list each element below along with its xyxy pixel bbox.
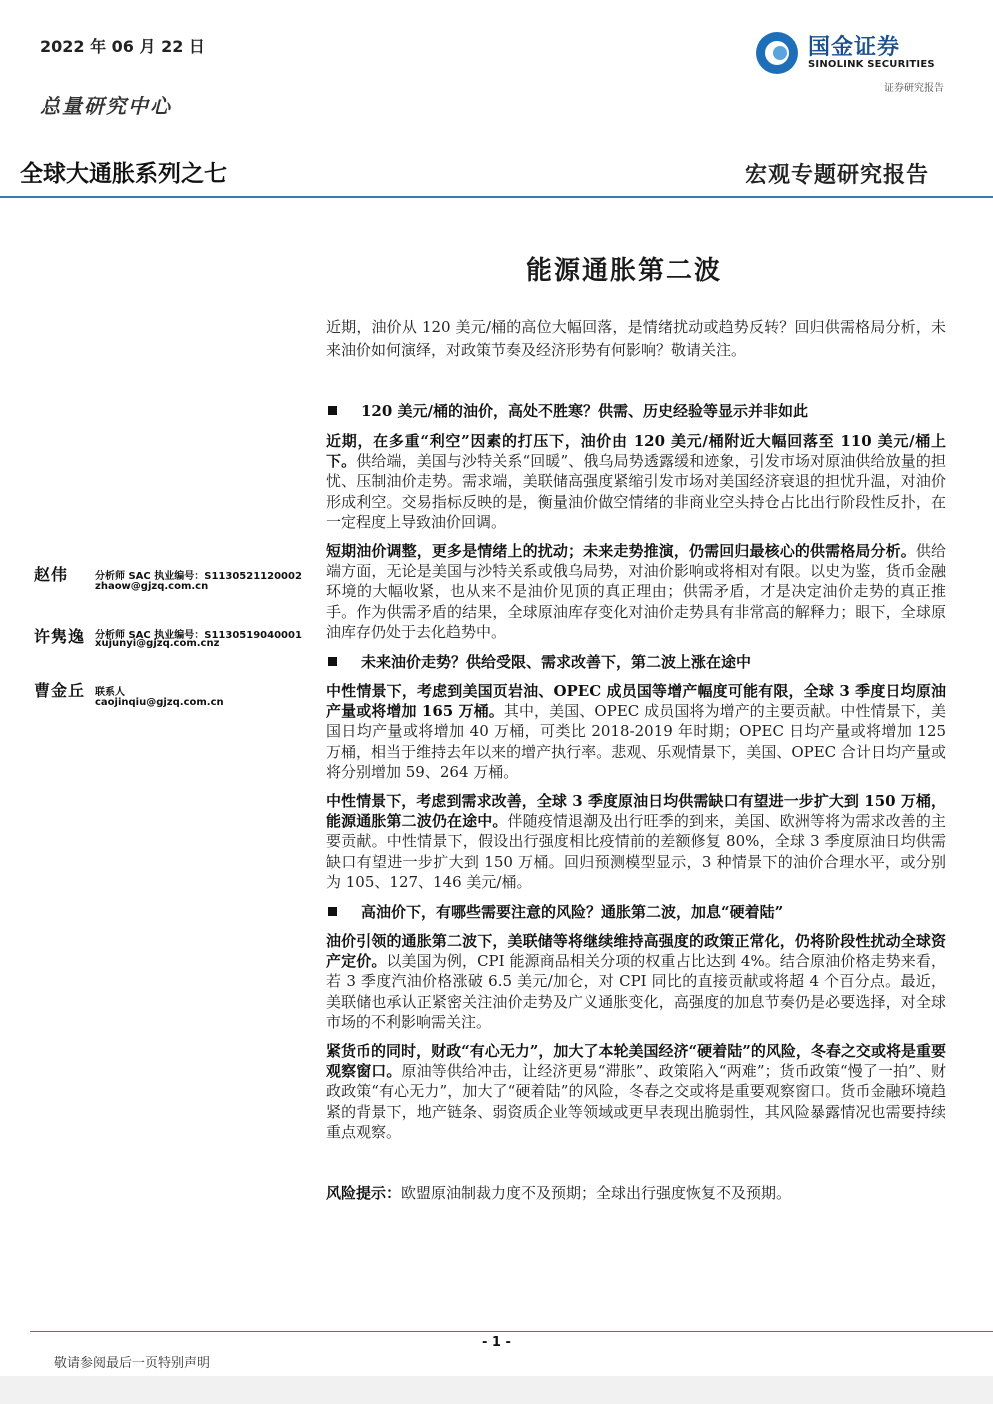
logo-english-name: SINOLINK SECURITIES xyxy=(808,59,935,70)
footer-divider xyxy=(30,1331,993,1332)
company-logo xyxy=(756,30,946,76)
section-heading-text: 高油价下，有哪些需要注意的风险？通胀第二波，加息“硬着陆” xyxy=(361,903,784,921)
paragraph-lead: 短期油价调整，更多是情绪上的扰动；未来走势推演，仍需回归最核心的供需格局分析。 xyxy=(326,542,916,560)
paragraph-body: 供给端，美国与沙特关系“回暖”、俄乌局势透露缓和迹象，引发市场对原油供给放量的担忧、压制油价走势。需求端，美联储高强度紧缩引发市场对美国经济衰退的担忧升温，对油价形成利空。交易指标反映的是，衡量油价做空情绪的非商业空头持仓占比出行阶段性反扑，在一定程度上导致油价回调。 xyxy=(326,452,946,531)
disclaimer-note: 敬请参阅最后一页特别声明 xyxy=(54,1356,211,1371)
contact-name: 曹金丘 xyxy=(34,681,86,700)
analyst-email[interactable]: xujunyi@gjzq.com.cnz xyxy=(95,638,220,649)
section-heading-text: 未来油价走势？供给受限、需求改善下，第二波上涨在途中 xyxy=(361,653,752,671)
section-heading-text: 120 美元/桶的油价，高处不胜寒？供需、历史经验等显示并非如此 xyxy=(361,402,809,420)
analyst-email[interactable]: zhaow@gjzq.com.cn xyxy=(95,581,209,592)
report-type: 宏观专题研究报告 xyxy=(744,162,929,188)
series-title: 全球大通胀系列之七 xyxy=(20,161,227,187)
square-bullet-icon xyxy=(328,907,337,916)
research-center-name: 总量研究中心 xyxy=(40,94,172,118)
analyst-name: 许隽逸 xyxy=(34,627,86,646)
report-date: 2022 年 06 月 22 日 xyxy=(40,37,205,56)
paragraph-body: 供给端方面，无论是美国与沙特关系或俄乌局势，对油价影响或将相对有限。以史为鉴，货币金融环境的大幅收紧，也从来不是油价见顶的真正理由；供需矛盾，才是决定油价走势的真正推手。作为供需矛盾的结果，全球原油库存变化对油价走势具有非常高的解释力；眼下，全球原油库存仍处于去化趋势中。 xyxy=(326,542,946,641)
analyst-role: 分析师 SAC 执业编号：S1130521120002 xyxy=(95,571,302,582)
contact-role: 联系人 xyxy=(95,687,125,698)
section-heading-1 xyxy=(326,400,946,421)
contact-email[interactable]: caojinqiu@gjzq.com.cn xyxy=(95,697,224,708)
section-2-paragraph-1 xyxy=(326,681,946,782)
page-title: 能源通胀第二波 xyxy=(526,256,723,286)
square-bullet-icon xyxy=(328,657,337,666)
section-2-paragraph-2 xyxy=(326,791,946,892)
risk-text: 欧盟原油制裁力度不及预期；全球出行强度恢复不及预期。 xyxy=(401,1184,792,1202)
paragraph-lead: 油价引领的通胀第二波下，美联储等将继续维持高强度的政策正常化，仍将阶段性扰动全球资产定价。 xyxy=(326,932,946,971)
paragraph-lead: 中性情景下，考虑到需求改善，全球 3 季度原油日均供需缺口有望进一步扩大到 150 万桶，能源通胀第二波仍在途中。 xyxy=(326,792,946,831)
risk-warning xyxy=(326,1183,946,1203)
analyst-name: 赵伟 xyxy=(34,565,69,584)
section-heading-2 xyxy=(326,651,946,672)
section-3-paragraph-2 xyxy=(326,1041,946,1142)
paragraph-lead: 紧货币的同时，财政“有心无力”，加大了本轮美国经济“硬着陆”的风险，冬春之交或将是重要观察窗口。 xyxy=(326,1042,946,1081)
section-heading-3 xyxy=(326,901,946,922)
square-bullet-icon xyxy=(328,406,337,415)
paragraph-body: 伴随疫情退潮及出行旺季的到来，美国、欧洲等将为需求改善的主要贡献。中性情景下，假设出行强度相比疫情前的差额修复 80%，全球 3 季度原油日均供需缺口有望进一步扩大到 150 万桶。回归预测模型显示，3 种情景下的油价合理水平，或分别为 105、127、146 美元/桶。 xyxy=(326,812,946,891)
paragraph-body: 以美国为例，CPI 能源商品相关分项的权重占比达到 4%。结合原油价格走势来看，若 3 季度汽油价格涨破 6.5 美元/加仑，对 CPI 同比的直接贡献或将超 4 个百分点。最近，美联储也承认正紧密关注油价走势及广义通胀变化，高强度的加息节奏仍是必要选择，对全球市场的不利影响需关注。 xyxy=(326,952,946,1031)
intro-paragraph: 近期，油价从 120 美元/桶的高位大幅回落，是情绪扰动或趋势反转？回归供需格局分析，未来油价如何演绎，对政策节奏及经济形势有何影响？敬请关注。 xyxy=(326,318,946,359)
logo-chinese-name: 国金证券 xyxy=(808,35,901,60)
page-number: - 1 - xyxy=(482,1335,511,1350)
paragraph-lead: 中性情景下，考虑到美国页岩油、OPEC 成员国等增产幅度可能有限，全球 3 季度日均原油产量或将增加 165 万桶。 xyxy=(326,682,946,721)
page-bottom-band xyxy=(0,1376,993,1404)
paragraph-body: 原油等供给冲击，让经济更易“滞胀”、政策陷入“两难”；货币政策“慢了一拍”、财政政策“有心无力”，加大了“硬着陆”的风险，冬春之交或将是重要观察窗口。货币金融环境趋紧的背景下，地产链条、弱资质企业等领域或更早表现出脆弱性，其风险暴露情况也需要持续重点观察。 xyxy=(326,1062,946,1141)
report-category-tag: 证券研究报告 xyxy=(884,83,944,94)
section-1-paragraph-2 xyxy=(326,541,946,642)
logo-emblem-icon xyxy=(756,32,798,74)
section-3-paragraph-1 xyxy=(326,931,946,1032)
paragraph-lead: 近期，在多重“利空”因素的打压下，油价由 120 美元/桶附近大幅回落至 110 美元/桶上下。 xyxy=(326,432,946,471)
section-1-paragraph-1 xyxy=(326,431,946,532)
header-divider xyxy=(0,196,993,198)
paragraph-body: 其中，美国、OPEC 成员国将为增产的主要贡献。中性情景下，美国日均产量或将增加 40 万桶，可类比 2018-2019 年时期；OPEC 日均产量或将增加 125 万桶，相当于维持去年以来的增产执行率。悲观、乐观情景下，美国、OPEC 合计日均产量或将分别增加 59、264 万桶。 xyxy=(326,702,946,781)
analyst-role: 分析师 SAC 执业编号：S1130519040001 xyxy=(95,630,302,641)
risk-label: 风险提示： xyxy=(326,1184,402,1202)
